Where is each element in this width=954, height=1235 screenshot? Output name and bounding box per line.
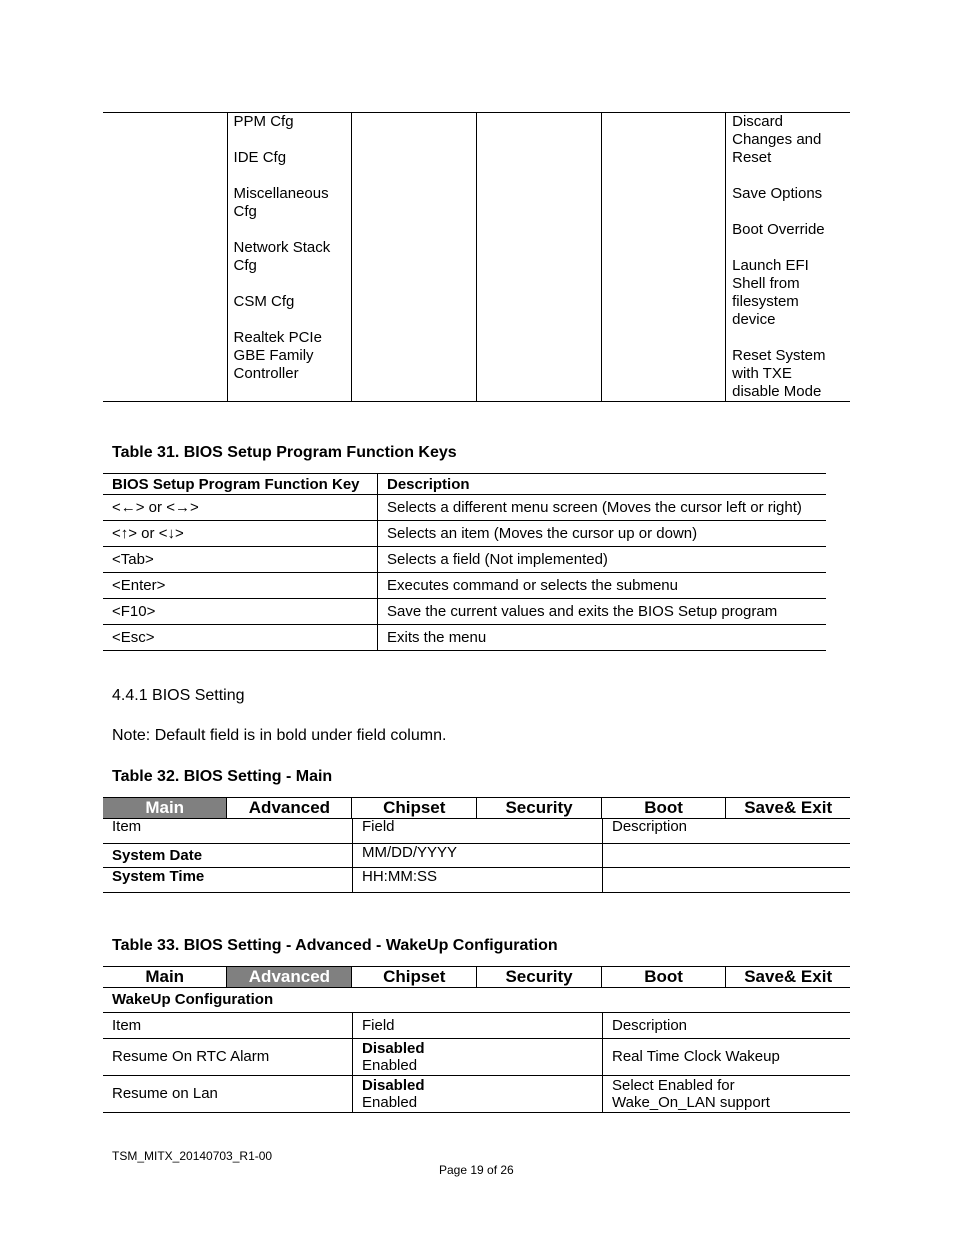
advanced-items-cell bbox=[227, 113, 352, 402]
menu-item: Launch EFI Shell from filesystem device bbox=[732, 257, 809, 328]
menu-item: Miscellaneous Cfg bbox=[233, 185, 329, 220]
column-header: Item bbox=[103, 818, 353, 843]
table-row bbox=[103, 1038, 850, 1075]
description-cell: Selects a different menu screen (Moves the cursor left or right) bbox=[378, 495, 827, 521]
menu-item: Discard Changes and Reset bbox=[732, 113, 822, 166]
column-header: Item bbox=[103, 1012, 353, 1038]
column-header: Field bbox=[353, 818, 603, 843]
table-row bbox=[103, 573, 826, 599]
description-cell bbox=[603, 867, 851, 892]
table-row bbox=[103, 867, 850, 892]
field-cell: MM/DD/YYYY bbox=[353, 843, 603, 867]
description-cell bbox=[603, 843, 851, 867]
description-cell: Selects a field (Not implemented) bbox=[378, 547, 827, 573]
field-cell bbox=[353, 1075, 603, 1112]
table-row bbox=[103, 521, 826, 547]
table-row bbox=[103, 843, 850, 867]
column-header: BIOS Setup Program Function Key bbox=[103, 474, 378, 495]
menu-item: Network Stack Cfg bbox=[233, 239, 331, 274]
table-row bbox=[103, 1075, 850, 1112]
table-caption: Table 33. BIOS Setting - Advanced - WakeUp Configuration bbox=[112, 937, 558, 954]
menu-tab-security: Security bbox=[477, 798, 602, 819]
menu-item: PPM Cfg bbox=[233, 113, 294, 130]
description-cell: Real Time Clock Wakeup bbox=[603, 1038, 851, 1075]
menu-item: Realtek PCIe GBE Family Controller bbox=[233, 329, 322, 382]
table-row bbox=[103, 625, 826, 651]
note-text: Note: Default field is in bold under field column. bbox=[112, 727, 447, 744]
menu-item: Boot Override bbox=[732, 221, 825, 238]
table-row bbox=[103, 547, 826, 573]
menu-tab-boot: Boot bbox=[601, 967, 725, 988]
item-cell: Resume on Lan bbox=[103, 1075, 353, 1112]
document-id: TSM_MITX_20140703_R1-00 bbox=[112, 1149, 273, 1163]
menu-tab-main: Main bbox=[145, 967, 185, 986]
column-header: Description bbox=[603, 818, 851, 843]
header-row bbox=[103, 818, 850, 843]
menu-tab-save-exit: Save& Exit bbox=[726, 967, 850, 988]
menu-tab-security: Security bbox=[477, 967, 602, 988]
field-cell: HH:MM:SS bbox=[353, 867, 603, 892]
menu-item: IDE Cfg bbox=[233, 149, 287, 166]
function-keys-table bbox=[103, 473, 826, 651]
group-row bbox=[103, 987, 850, 1012]
key-cell: <F10> bbox=[103, 599, 378, 625]
option-value: Enabled bbox=[362, 1093, 418, 1111]
key-cell: <Tab> bbox=[103, 547, 378, 573]
menu-tab-chipset: Chipset bbox=[352, 798, 477, 819]
menu-item: CSM Cfg bbox=[233, 293, 295, 310]
empty-cell bbox=[352, 113, 477, 402]
menu-item: Save Options bbox=[732, 185, 823, 202]
column-header: Description bbox=[603, 1012, 851, 1038]
item-cell: System Time bbox=[103, 867, 353, 892]
menu-tab-advanced: Advanced bbox=[227, 798, 352, 819]
description-cell: Save the current values and exits the BIOS Setup program bbox=[378, 599, 827, 625]
item-cell: System Date bbox=[103, 843, 353, 867]
main-settings-table bbox=[103, 818, 850, 893]
description-cell: Select Enabled for Wake_On_LAN support bbox=[603, 1075, 851, 1112]
menu-item: Reset System with TXE disable Mode bbox=[732, 347, 826, 400]
empty-cell bbox=[477, 113, 602, 402]
column-header: Description bbox=[378, 474, 827, 495]
description-cell: Exits the menu bbox=[378, 625, 827, 651]
key-cell: <↑> or <↓> bbox=[103, 521, 378, 547]
description-cell: Executes command or selects the submenu bbox=[378, 573, 827, 599]
menu-tab-main: Main bbox=[103, 798, 227, 819]
item-cell: Resume On RTC Alarm bbox=[103, 1038, 353, 1075]
table-row bbox=[103, 599, 826, 625]
bios-menu-continuation-table bbox=[103, 112, 850, 402]
bios-menu-bar bbox=[103, 966, 850, 988]
key-cell: <Esc> bbox=[103, 625, 378, 651]
section-heading: 4.4.1 BIOS Setting bbox=[112, 687, 245, 704]
default-value: Disabled bbox=[362, 1039, 425, 1057]
menu-tab-save-exit: Save& Exit bbox=[726, 798, 850, 819]
menu-tab-advanced: Advanced bbox=[227, 967, 352, 988]
page-number: Page 19 of 26 bbox=[439, 1163, 514, 1177]
field-cell bbox=[353, 1038, 603, 1075]
column-header: Field bbox=[353, 1012, 603, 1038]
table-caption: Table 31. BIOS Setup Program Function Keys bbox=[112, 444, 457, 461]
menu-tab-boot: Boot bbox=[601, 798, 725, 819]
key-cell: <←> or <→> bbox=[103, 495, 378, 521]
empty-cell bbox=[601, 113, 726, 402]
table-caption: Table 32. BIOS Setting - Main bbox=[112, 768, 333, 785]
header-row bbox=[103, 1012, 850, 1038]
key-cell: <Enter> bbox=[103, 573, 378, 599]
menu-tab-chipset: Chipset bbox=[352, 967, 477, 988]
group-header: WakeUp Configuration bbox=[103, 987, 850, 1012]
description-cell: Selects an item (Moves the cursor up or down) bbox=[378, 521, 827, 547]
wakeup-settings-table bbox=[103, 987, 850, 1113]
empty-cell bbox=[103, 113, 227, 402]
option-value: Enabled bbox=[362, 1056, 418, 1074]
bios-menu-bar bbox=[103, 797, 850, 819]
table-row bbox=[103, 495, 826, 521]
default-value: Disabled bbox=[362, 1076, 425, 1094]
save-exit-items-cell bbox=[726, 113, 850, 402]
